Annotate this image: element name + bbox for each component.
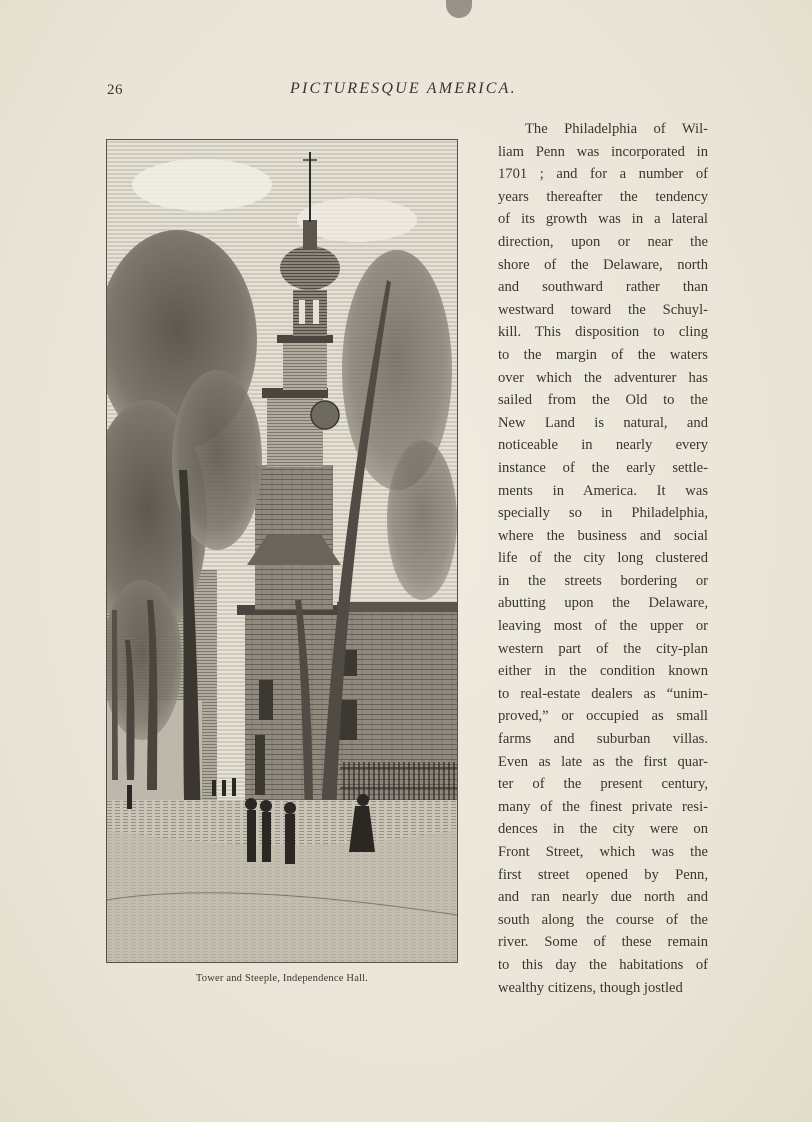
body-text-line: ments in America. It was (498, 482, 708, 499)
body-text-line: farms and suburban villas. (498, 731, 708, 748)
body-text-line: abutting upon the Delaware, (498, 595, 708, 612)
body-text-line: shore of the Delaware, north (498, 256, 708, 273)
body-text-line: The Philadelphia of Wil- (525, 121, 708, 137)
body-text-line: noticeable in nearly every (498, 437, 708, 454)
body-text-line: to the margin of the waters (498, 346, 708, 363)
body-text-line: sailed from the Old to the (498, 392, 708, 409)
body-text-line: kill. This disposition to cling (498, 324, 708, 341)
body-text-line: and southward rather than (498, 279, 708, 296)
body-text-line: New Land is natural, and (498, 414, 708, 431)
body-text-line: over which the adventurer has (498, 369, 708, 386)
body-text-line: proved,” or occupied as small (498, 708, 708, 725)
engraving-plate (106, 139, 458, 963)
page-number: 26 (107, 82, 123, 98)
body-text-line: dences in the city were on (498, 821, 708, 838)
body-text-line: in the streets bordering or (498, 572, 708, 589)
body-text-line: ter of the present century, (498, 776, 708, 793)
body-text-line: and ran nearly due north and (498, 889, 708, 906)
body-text-line: either in the condition known (498, 663, 708, 680)
binding-hole-mark (446, 0, 472, 18)
figure-caption: Tower and Steeple, Independence Hall. (195, 973, 369, 984)
body-text-line: westward toward the Schuyl- (498, 301, 708, 318)
body-text-column (498, 118, 708, 999)
body-text-line: 1701 ; and for a number of (498, 166, 708, 183)
body-text-line: Even as late as the first quar- (498, 753, 708, 770)
body-text-line: liam Penn was incorporated in (498, 143, 708, 160)
running-head: PICTURESQUE AMERICA. (290, 80, 517, 97)
body-text-line: instance of the early settle- (498, 459, 708, 476)
body-text-line: many of the finest private resi- (498, 798, 708, 815)
body-text-line: south along the course of the (498, 911, 708, 928)
body-text-line: leaving most of the upper or (498, 618, 708, 635)
body-text-line: first street opened by Penn, (498, 866, 708, 883)
body-text-line: Front Street, which was the (498, 844, 708, 860)
body-text-line: to this day the habitations of (498, 956, 708, 973)
body-text-line: direction, upon or near the (498, 233, 708, 250)
body-text-line: to real-estate dealers as “unim- (498, 685, 708, 702)
body-text-line: river. Some of these remain (498, 934, 708, 951)
body-text-line: where the business and social (498, 527, 708, 544)
body-text-line: specially so in Philadelphia, (498, 505, 708, 522)
body-text-line: years thereafter the tendency (498, 188, 708, 205)
engraving-illustration (107, 140, 457, 962)
body-text-line: wealthy citizens, though jostled (498, 979, 683, 996)
body-text-line: western part of the city-plan (498, 640, 708, 657)
body-text-line: of its growth was in a lateral (498, 211, 708, 228)
body-text-line: life of the city long clustered (498, 550, 708, 567)
